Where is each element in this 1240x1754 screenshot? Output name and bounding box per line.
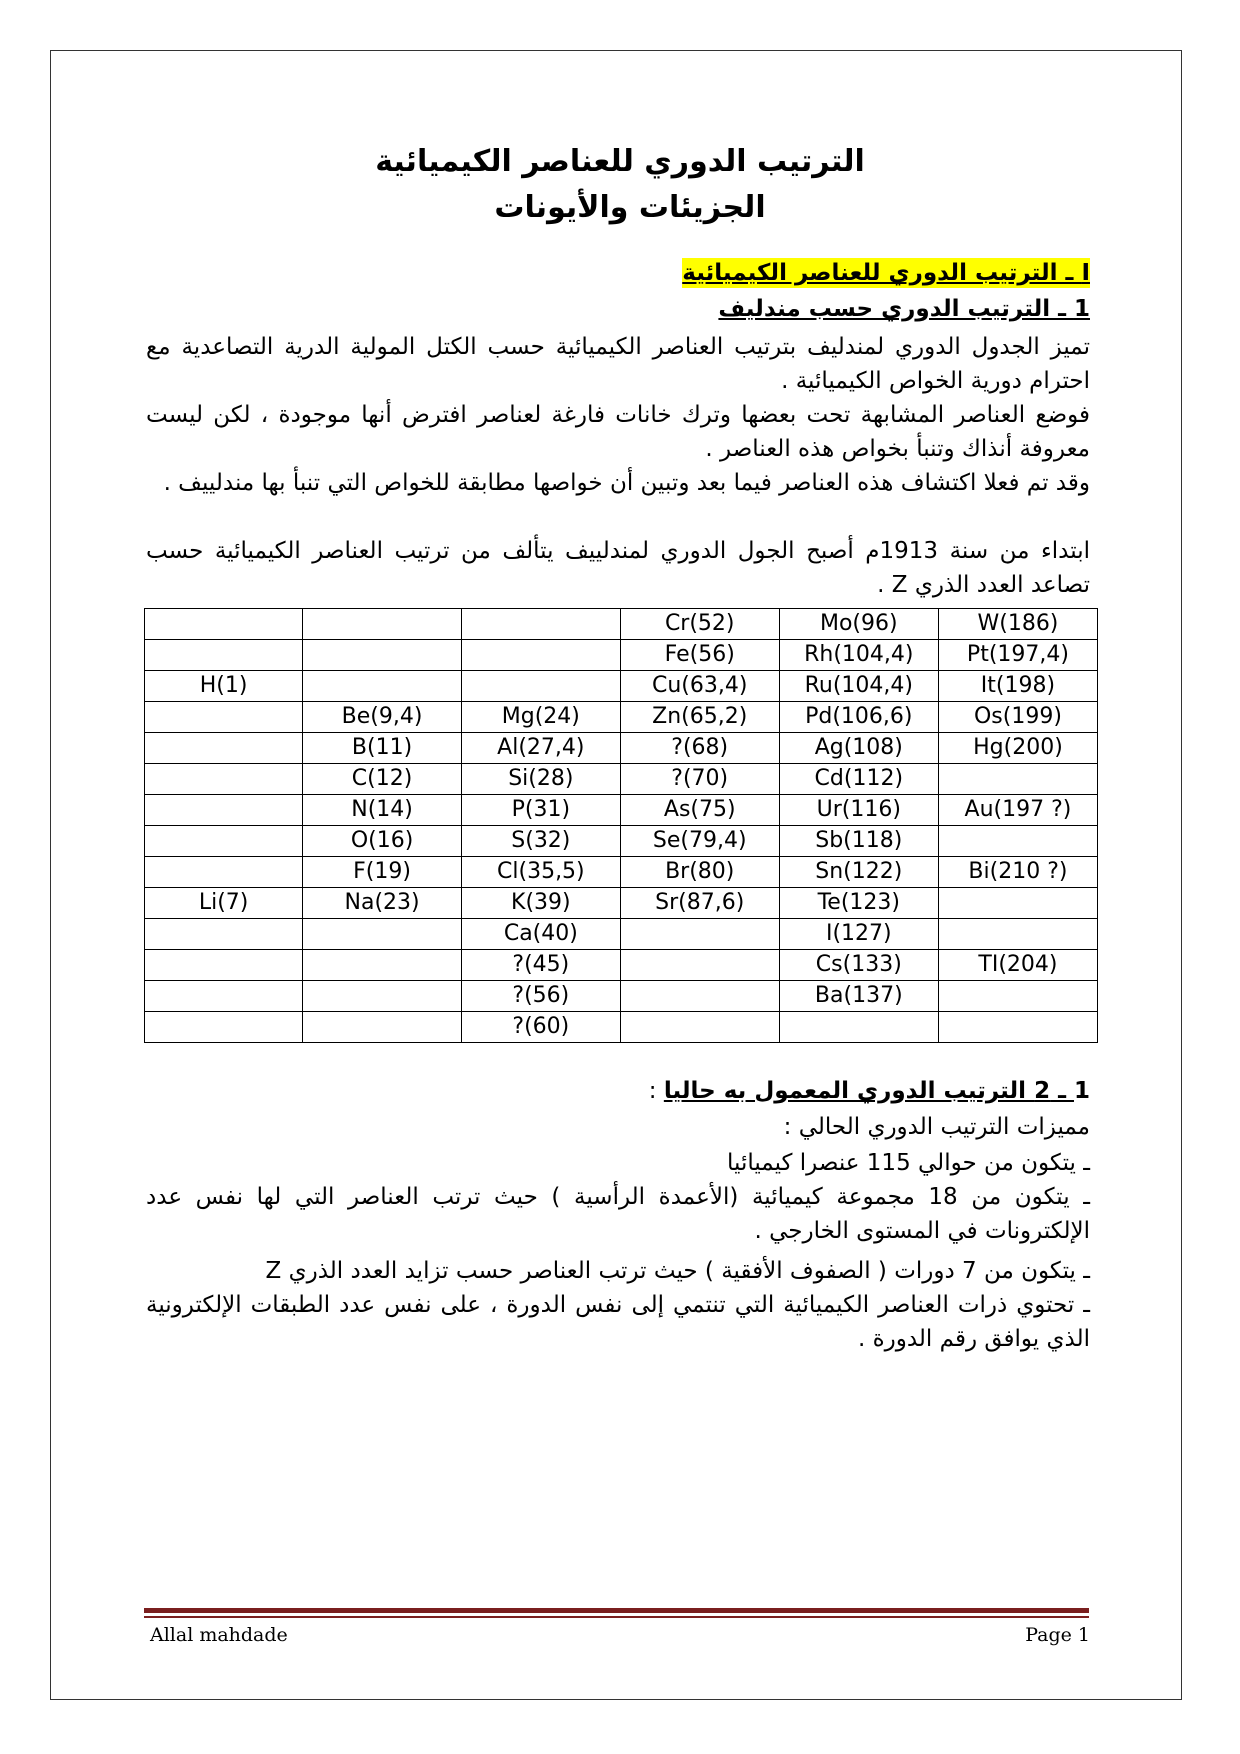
footer-author: Allal mahdade: [150, 1624, 288, 1646]
table-cell: ?(56): [461, 981, 620, 1012]
footer-page-number: Page 1: [1025, 1624, 1090, 1646]
table-cell: Hg(200): [938, 733, 1097, 764]
paragraph-3: وقد تم فعلا اكتشاف هذه العناصر فيما بعد وتبين أن خواصها مطابقة للخواص التي تنبأ بها مندلييف .: [163, 470, 1090, 496]
table-cell: [303, 1012, 462, 1043]
bullet-3: ـ يتكون من 7 دورات ( الصفوف الأفقية ) حيث ترتب العناصر حسب تزايد العدد الذري Z: [265, 1258, 1090, 1284]
table-row: [145, 888, 1098, 919]
table-cell: F(19): [303, 857, 462, 888]
table-cell: Sr(87,6): [620, 888, 779, 919]
table-row: [145, 640, 1098, 671]
paragraph-4: ابتداء من سنة 1913م أصبح الجول الدوري لمندلييف يتألف من ترتيب العناصر الكيميائية حسب تصاعد العدد الذري Z .: [146, 538, 1090, 598]
bullet-2: ـ يتكون من 18 مجموعة كيميائية (الأعمدة الرأسية ) حيث ترتب العناصر التي لها نفس عدد الإلكترونات في المستوى الخارجي .: [146, 1184, 1090, 1244]
section2-heading-prefix: 1: [1073, 1078, 1090, 1104]
table-cell: [303, 950, 462, 981]
table-cell: Zn(65,2): [620, 702, 779, 733]
table-cell: B(11): [303, 733, 462, 764]
table-cell: K(39): [461, 888, 620, 919]
table-cell: [303, 981, 462, 1012]
table-cell: [620, 1012, 779, 1043]
table-cell: Na(23): [303, 888, 462, 919]
table-cell: Rh(104,4): [779, 640, 938, 671]
table-cell: Bi(210 ?): [938, 857, 1097, 888]
table-cell: [145, 1012, 303, 1043]
table-cell: P(31): [461, 795, 620, 826]
table-cell: C(12): [303, 764, 462, 795]
table-cell: [145, 640, 303, 671]
table-cell: [461, 640, 620, 671]
table-cell: [620, 950, 779, 981]
table-cell: [145, 733, 303, 764]
table-row: [145, 1012, 1098, 1043]
table-cell: [145, 609, 303, 640]
table-cell: [938, 764, 1097, 795]
table-cell: Ca(40): [461, 919, 620, 950]
table-cell: S(32): [461, 826, 620, 857]
section1-heading: I ـ الترتيب الدوري للعناصر الكيميائية: [682, 260, 1090, 286]
table-row: [145, 826, 1098, 857]
table-row: [145, 764, 1098, 795]
table-cell: W(186): [938, 609, 1097, 640]
table-cell: Ag(108): [779, 733, 938, 764]
table-cell: [145, 764, 303, 795]
table-cell: Li(7): [145, 888, 303, 919]
table-cell: Sb(118): [779, 826, 938, 857]
table-cell: Fe(56): [620, 640, 779, 671]
table-cell: [938, 1012, 1097, 1043]
table-cell: Mg(24): [461, 702, 620, 733]
table-cell: Cr(52): [620, 609, 779, 640]
table-cell: [461, 609, 620, 640]
bullet-4: ـ تحتوي ذرات العناصر الكيميائية التي تنتمي إلى نفس الدورة ، على نفس عدد الطبقات الإلكترونية الذي يوافق رقم الدورة .: [146, 1292, 1090, 1352]
table-cell: Ru(104,4): [779, 671, 938, 702]
table-cell: ?(70): [620, 764, 779, 795]
table-row: [145, 795, 1098, 826]
table-cell: TI(204): [938, 950, 1097, 981]
table-cell: Al(27,4): [461, 733, 620, 764]
paragraph-1: تميز الجدول الدوري لمندليف بترتيب العناصر الكيميائية حسب الكتل المولية الدرية التصاعدية مع احترام دورية الخواص الكيميائية .: [146, 334, 1090, 394]
table-cell: Br(80): [620, 857, 779, 888]
table-cell: [938, 919, 1097, 950]
table-cell: Se(79,4): [620, 826, 779, 857]
footer-rule-thick: [144, 1608, 1089, 1613]
table-cell: Au(197 ?): [938, 795, 1097, 826]
section1-heading-wrap: [146, 258, 1090, 288]
table-cell: [145, 919, 303, 950]
table-row: [145, 950, 1098, 981]
table-cell: [303, 919, 462, 950]
table-cell: As(75): [620, 795, 779, 826]
table-cell: [938, 981, 1097, 1012]
table-cell: [620, 981, 779, 1012]
table-cell: ?(45): [461, 950, 620, 981]
table-cell: [461, 671, 620, 702]
table-cell: [303, 609, 462, 640]
table-cell: Os(199): [938, 702, 1097, 733]
section2-heading-suffix: :: [648, 1078, 664, 1104]
table-cell: [145, 702, 303, 733]
table-cell: [938, 888, 1097, 919]
table-cell: ?(68): [620, 733, 779, 764]
table-cell: Si(28): [461, 764, 620, 795]
table-cell: [303, 671, 462, 702]
page-title: الترتيب الدوري للعناصر الكيميائية: [375, 144, 865, 179]
table-cell: Pt(197,4): [938, 640, 1097, 671]
section1-subheading: 1 ـ الترتيب الدوري حسب مندليف: [718, 296, 1090, 322]
table-cell: Cu(63,4): [620, 671, 779, 702]
table-cell: [938, 826, 1097, 857]
table-row: [145, 919, 1098, 950]
table-cell: Sn(122): [779, 857, 938, 888]
table-row: [145, 857, 1098, 888]
table-cell: [145, 981, 303, 1012]
section2-intro: مميزات الترتيب الدوري الحالي :: [783, 1114, 1090, 1140]
mendeleev-table: [144, 608, 1098, 1043]
table-cell: [145, 857, 303, 888]
table-row: [145, 733, 1098, 764]
table-cell: It(198): [938, 671, 1097, 702]
paragraph-2: فوضع العناصر المشابهة تحت بعضها وترك خانات فارغة لعناصر افترض أنها موجودة ، لكن ليست معروفة أنذاك وتنبأ بخواص هذه العناصر .: [146, 402, 1090, 462]
table-cell: Cs(133): [779, 950, 938, 981]
table-row: [145, 671, 1098, 702]
table-cell: [303, 640, 462, 671]
section2-heading-text: ـ 2 الترتيب الدوري المعمول به حاليا: [663, 1078, 1074, 1104]
page-subtitle: الجزيئات والأيونات: [494, 190, 766, 225]
table-cell: Te(123): [779, 888, 938, 919]
section2-heading: [146, 1074, 1090, 1108]
table-cell: [620, 919, 779, 950]
table-cell: Cd(112): [779, 764, 938, 795]
table-row: [145, 702, 1098, 733]
table-cell: Mo(96): [779, 609, 938, 640]
table-row: [145, 981, 1098, 1012]
table-cell: N(14): [303, 795, 462, 826]
table-row: [145, 609, 1098, 640]
table-cell: Be(9,4): [303, 702, 462, 733]
table-cell: H(1): [145, 671, 303, 702]
table-cell: O(16): [303, 826, 462, 857]
table-cell: [145, 950, 303, 981]
footer-rule-thin: [144, 1616, 1089, 1618]
table-cell: [145, 826, 303, 857]
table-cell: [145, 795, 303, 826]
table-cell: I(127): [779, 919, 938, 950]
table-cell: Ur(116): [779, 795, 938, 826]
table-cell: [779, 1012, 938, 1043]
bullet-1: ـ يتكون من حوالي 115 عنصرا كيميائيا: [727, 1150, 1090, 1176]
table-cell: Pd(106,6): [779, 702, 938, 733]
table-cell: Ba(137): [779, 981, 938, 1012]
table-cell: ?(60): [461, 1012, 620, 1043]
table-cell: Cl(35,5): [461, 857, 620, 888]
